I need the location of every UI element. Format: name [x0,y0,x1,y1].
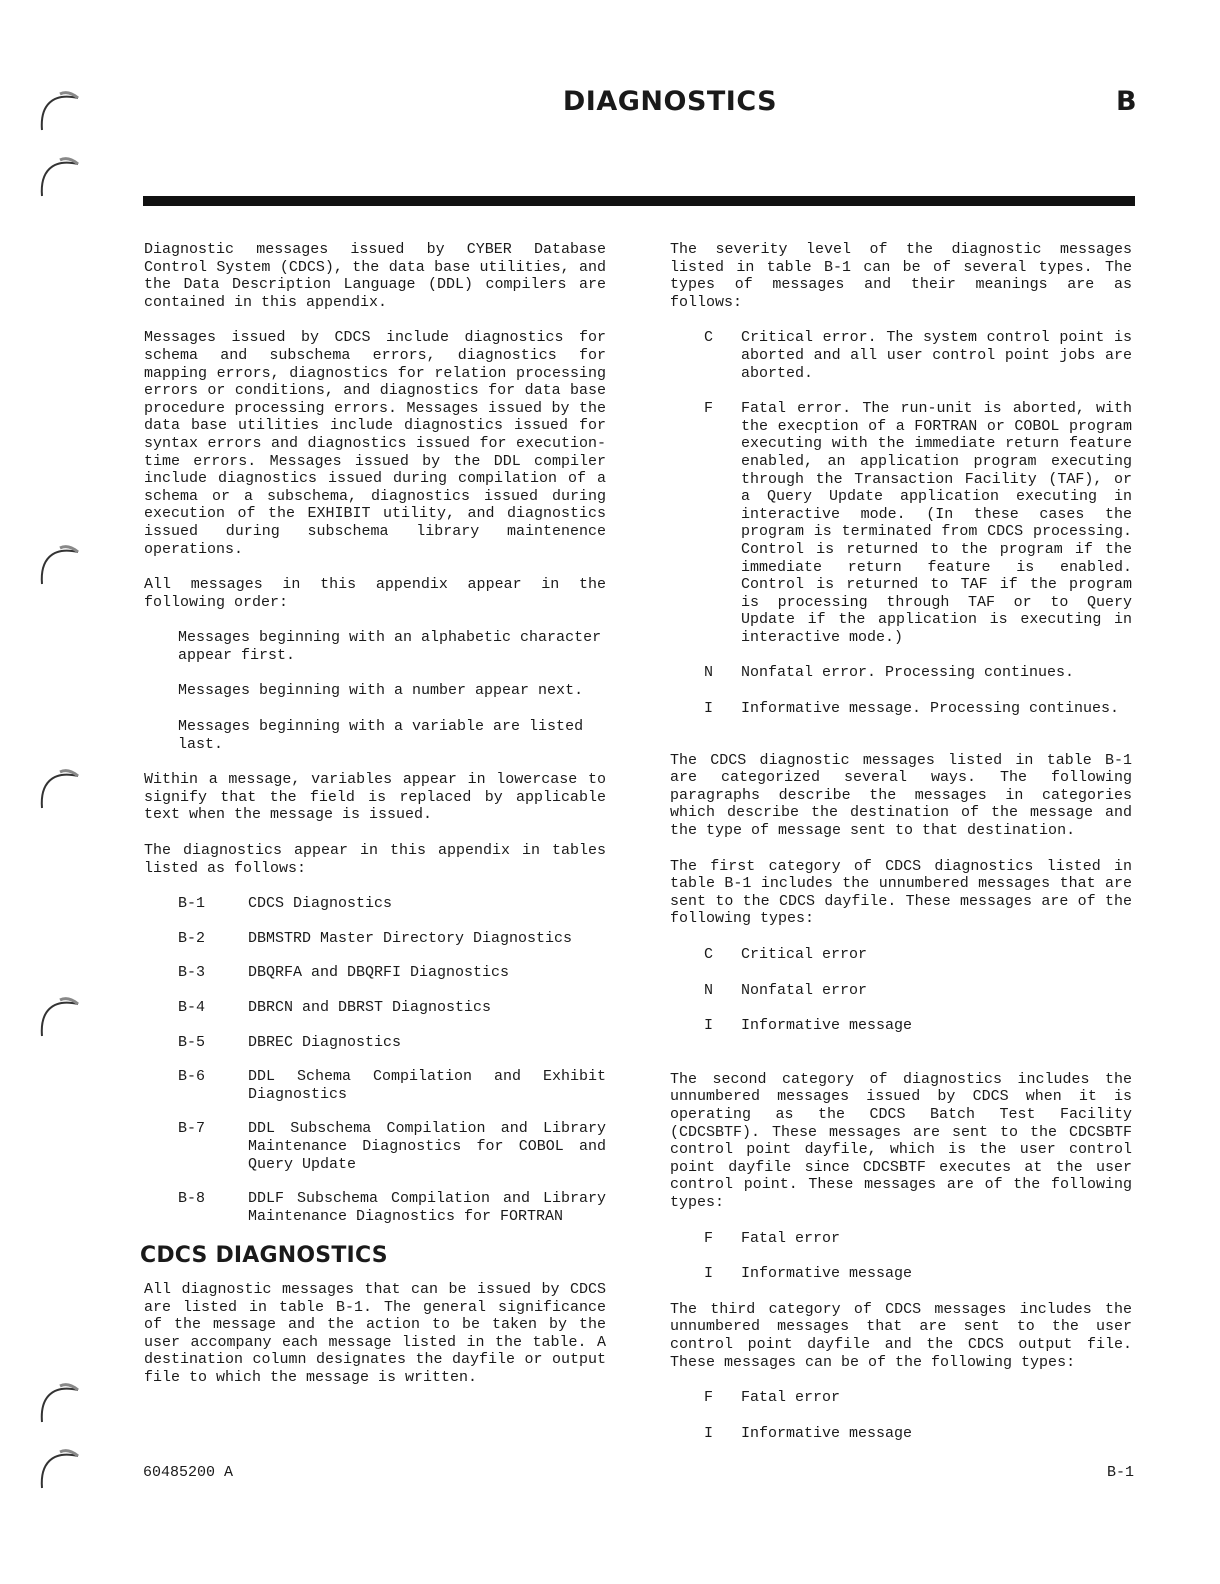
severity-code: I [704,700,714,718]
table-number: B-8 [178,1190,206,1208]
page-number: B-1 [1107,1464,1135,1481]
severity-item [670,664,1132,682]
severity-description: Critical error. The system control point is aborted and all user control point jobs are aborted. [741,329,1132,382]
order-item: Messages beginning with a number appear next. [178,682,584,700]
order-item: Messages beginning with a variable are listed last. [178,718,584,753]
severity-label: Informative message [741,1265,913,1283]
messages-paragraph: Messages issued by CDCS include diagnostics for schema and subschema errors, diagnostics for mapping errors, diagnostics for relation processing errors or conditions, and diagnostics for data base procedure processing errors. Messages issued by the data base utilities include diagnostics issued for syntax errors and diagnostics issued for execution-time errors. Messages issued by the DDL compiler include diagnostics issued during compilation of a schema or a subschema, diagnostics issued during execution of the EXHIBIT utility, and diagnostics issued during subschema library maintenence operations. [144,329,606,558]
severity-description: Nonfatal error. Processing continues. [741,664,1075,682]
table-list-item [144,1120,606,1173]
punch-hole-mark [38,992,84,1038]
table-list-item [144,1068,606,1103]
table-list-item [144,1034,606,1052]
severity-code: I [704,1017,714,1035]
table-title: DBQRFA and DBQRFI Diagnostics [248,964,510,982]
severity-code: N [704,981,714,999]
category-type-item [670,982,1132,1000]
severity-code: C [704,946,714,963]
table-list-item [144,895,606,913]
table-list-item [144,999,606,1017]
table-title: DDL Subschema Compilation and Library Maintenance Diagnostics for COBOL and Query Update [248,1120,606,1173]
severity-item [670,700,1132,718]
right-column [670,241,1132,1460]
severity-item [670,329,1132,382]
table-list [144,895,606,1225]
severity-item [670,400,1132,646]
severity-code: F [704,1229,714,1247]
second-category-paragraph: The second category of diagnostics includes the unnumbered messages issued by CDCS when it is operating as the CDCS Batch Test Facility (CDCSBTF). These messages are sent to the CDCSBTF control point dayfile, which is the user control point dayfile since CDCSBTF executes at the user control point. These messages are of the following types: [670,1070,1132,1211]
table-number: B-1 [178,895,206,913]
severity-label: Fatal error [741,1389,841,1407]
table-list-item [144,964,606,982]
severity-label: Fatal error [741,1229,841,1247]
section-heading: CDCS DIAGNOSTICS [140,1243,388,1269]
punch-hole-mark [38,1378,84,1424]
punch-hole-mark [38,540,84,586]
severity-code: C [704,329,714,347]
table-list-item [144,930,606,948]
table-list-item [144,1190,606,1225]
variables-paragraph: Within a message, variables appear in lowercase to signify that the field is replaced by applicable text when the message is issued. [144,771,606,824]
table-title: DBREC Diagnostics [248,1033,402,1051]
severity-label: Critical error [741,946,868,963]
table-number: B-7 [178,1120,206,1138]
severity-code: F [704,400,714,418]
severity-code: N [704,664,714,682]
category-type-item [670,1265,1132,1283]
table-number: B-6 [178,1068,206,1086]
section-paragraph: All diagnostic messages that can be issued by CDCS are listed in table B-1. The general significance of the message and the action to be taken by the user accompany each message listed in the table. A destination column designates the dayfile or output file to which the message is written. [144,1280,606,1386]
first-category-paragraph: The first category of CDCS diagnostics listed in table B-1 includes the unnumbered messages that are sent to the CDCS dayfile. These messages are of the following types: [670,857,1132,928]
intro-paragraph: Diagnostic messages issued by CYBER Database Control System (CDCS), the data base utilities, and the Data Description Language (DDL) compilers are contained in this appendix. [144,241,606,311]
document-number: 60485200 A [143,1464,234,1481]
severity-description: Informative message. Processing continues. [741,700,1120,718]
severity-label: Nonfatal error [741,981,868,999]
category-type-item [670,1425,1132,1443]
category-type-item [670,1230,1132,1248]
table-title: DBRCN and DBRST Diagnostics [248,999,492,1016]
table-number: B-3 [178,964,206,982]
punch-hole-mark [38,152,84,198]
table-number: B-4 [178,999,206,1016]
page-title: DIAGNOSTICS [562,86,778,117]
header-rule [143,196,1135,206]
table-title: DDLF Subschema Compilation and Library Maintenance Diagnostics for FORTRAN [248,1190,606,1225]
order-item: Messages beginning with an alphabetic character appear first. [178,629,602,664]
order-paragraph: All messages in this appendix appear in the following order: [144,576,606,611]
punch-hole-mark [38,1444,84,1490]
tables-paragraph: The diagnostics appear in this appendix in tables listed as follows: [144,842,606,877]
severity-code: F [704,1389,714,1407]
punch-hole-mark [38,764,84,810]
table-number: B-5 [178,1033,206,1051]
appendix-letter: B [1116,86,1137,117]
severity-intro: The severity level of the diagnostic messages listed in table B-1 can be of several types. The types of messages and their meanings are as follows: [670,241,1132,311]
table-number: B-2 [178,929,206,947]
third-category-paragraph: The third category of CDCS messages includes the unnumbered messages that are sent to the user control point dayfile and the CDCS output file. These messages can be of the following types: [670,1300,1132,1371]
table-title: DBMSTRD Master Directory Diagnostics [248,929,573,947]
table-title: CDCS Diagnostics [248,895,393,913]
severity-label: Informative message [741,1424,913,1442]
category-type-item [670,1017,1132,1035]
severity-code: I [704,1424,714,1442]
category-type-item [670,946,1132,964]
severity-label: Informative message [741,1017,913,1035]
severity-description: Fatal error. The run-unit is aborted, with the execption of a FORTRAN or COBOL program executing with the immediate return feature enabled, an application program executing through the Transaction Facility (TAF), or a Query Update application executing in interactive mode. (In these cases the program is terminated from CDCS processing. Control is returned to the program if the immediate return feature is enabled. Control is returned to TAF if the program is processing through TAF or to Query Update if the application is executing in interactive mode.) [741,400,1132,646]
severity-code: I [704,1265,714,1283]
categories-paragraph: The CDCS diagnostic messages listed in table B-1 are categorized several ways. The following paragraphs describe the messages in categories which describe the destination of the message and the type of message sent to that destination. [670,751,1132,840]
category-type-item [670,1389,1132,1407]
left-column [140,241,606,1405]
table-title: DDL Schema Compilation and Exhibit Diagnostics [248,1068,606,1103]
